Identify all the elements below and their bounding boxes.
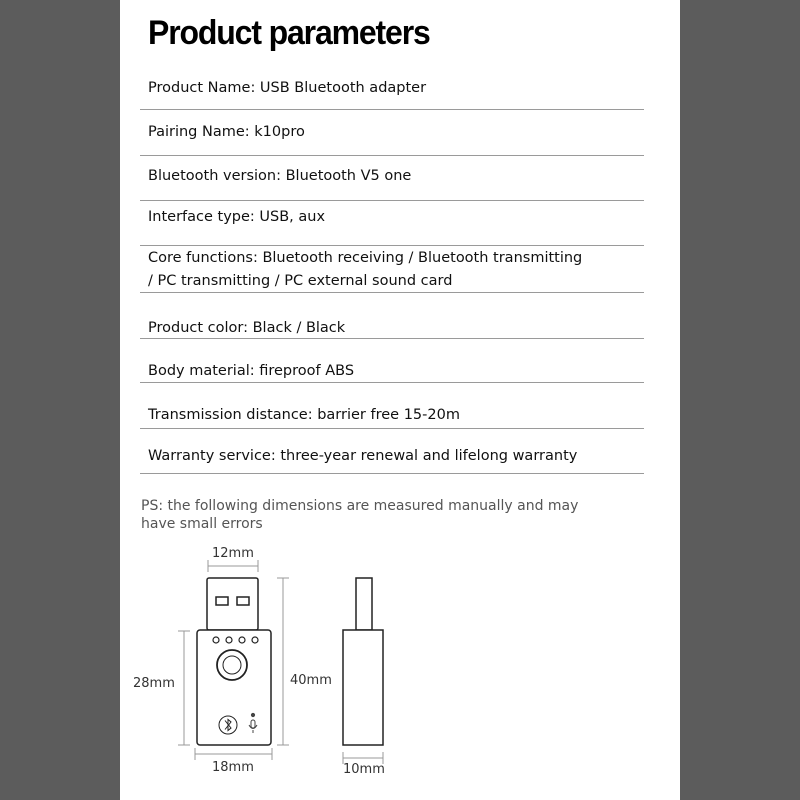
dimension-label-40mm: 40mm (290, 673, 332, 688)
usb-contact-left (216, 597, 228, 605)
param-bluetooth-version: Bluetooth version: Bluetooth V5 one (148, 168, 412, 184)
param-product-name: Product Name: USB Bluetooth adapter (148, 80, 427, 96)
bluetooth-icon (219, 716, 237, 734)
param-product-color: Product color: Black / Black (148, 320, 346, 336)
usb-contact-right (237, 597, 249, 605)
dimension-label-18mm: 18mm (212, 760, 254, 775)
side-body (343, 630, 383, 745)
adapter-side-view (343, 578, 383, 745)
measurement-note: PS: the following dimensions are measured manually and may have small errors (141, 498, 579, 532)
param-transmission-distance: Transmission distance: barrier free 15-20m (148, 407, 460, 423)
dimension-label-12mm: 12mm (212, 546, 254, 561)
dimension-label-28mm: 28mm (133, 676, 175, 691)
page-title: Product parameters (148, 14, 430, 52)
param-body-material: Body material: fireproof ABS (148, 363, 355, 379)
dimension-label-10mm: 10mm (343, 762, 385, 777)
usb-plug (207, 578, 258, 630)
param-warranty-service: Warranty service: three-year renewal and lifelong warranty (148, 448, 578, 464)
param-core-functions: Core functions: Bluetooth receiving / Bluetooth transmitting (148, 250, 583, 266)
adapter-front-view (197, 578, 271, 745)
param-interface-type: Interface type: USB, aux (148, 209, 326, 225)
side-plug (356, 578, 372, 630)
param-core-functions-cont: / PC transmitting / PC external sound card (148, 273, 453, 289)
param-pairing-name: Pairing Name: k10pro (148, 124, 305, 140)
control-button-inner (223, 656, 241, 674)
